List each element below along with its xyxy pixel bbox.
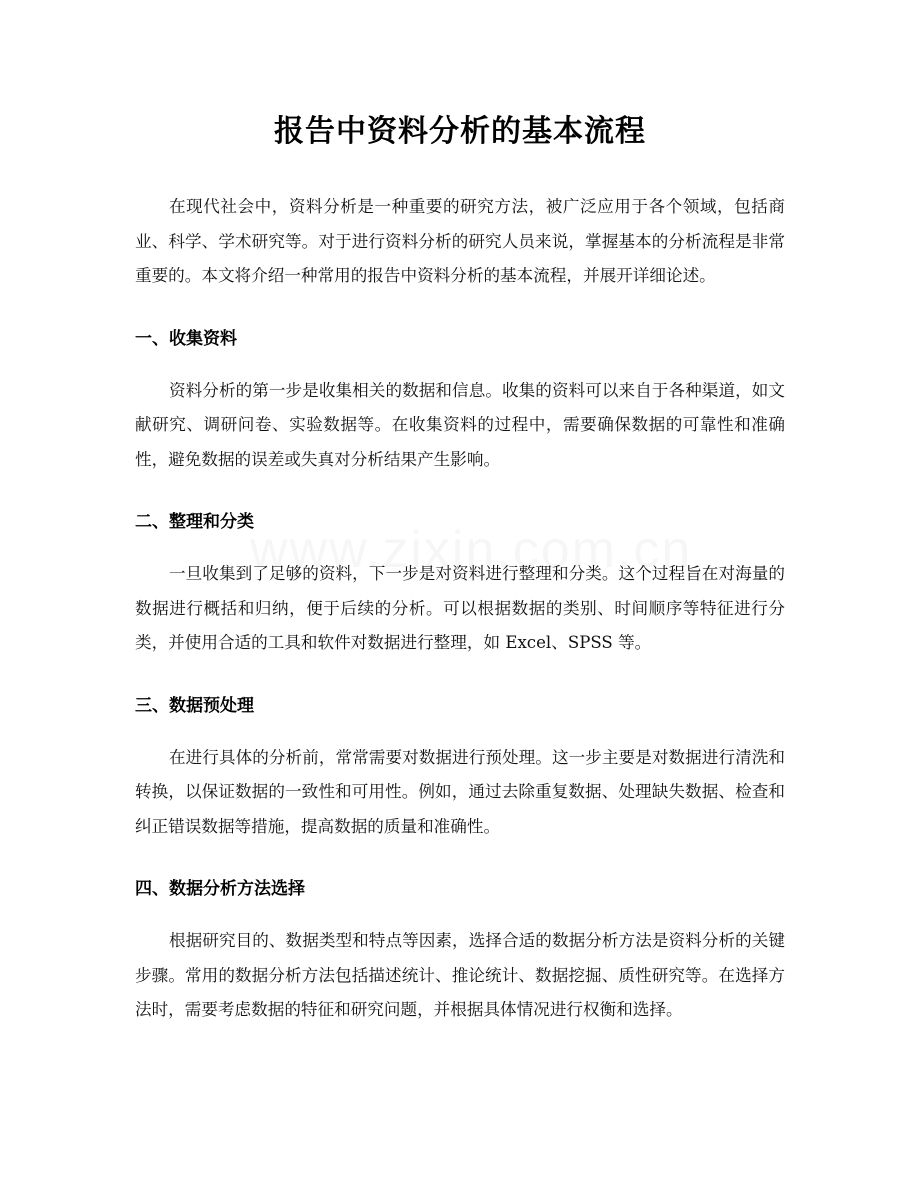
section-heading-method: 四、数据分析方法选择: [135, 879, 305, 899]
section-body-collect: 资料分析的第一步是收集相关的数据和信息。收集的资料可以来自于各种渠道，如文献研究、调研问卷、实验数据等。在收集资料的过程中，需要确保数据的可靠性和准确性，避免数据的误差或失真对分析结果产生影响。: [135, 380, 785, 469]
document-title: 报告中资料分析的基本流程: [274, 114, 646, 149]
section-body-method: 根据研究目的、数据类型和特点等因素，选择合适的数据分析方法是资料分析的关键步骤。常用的数据分析方法包括描述统计、推论统计、数据挖掘、质性研究等。在选择方法时，需要考虑数据的特征和研究问题，并根据具体情况进行权衡和选择。: [135, 931, 785, 1019]
section-body-organize: 一旦收集到了足够的资料，下一步是对资料进行整理和分类。这个过程旨在对海量的数据进行概括和归纳，便于后续的分析。可以根据数据的类别、时间顺序等特征进行分类，并使用合适的工具和软件对数据进行整理，如 Excel、SPSS 等。: [135, 564, 785, 652]
intro-paragraph: 在现代社会中，资料分析是一种重要的研究方法，被广泛应用于各个领域，包括商业、科学、学术研究等。对于进行资料分析的研究人员来说，掌握基本的分析流程是非常重要的。本文将介绍一种常用的报告中资料分析的基本流程，并展开详细论述。: [135, 197, 785, 285]
section-body-preprocess: 在进行具体的分析前，常常需要对数据进行预处理。这一步主要是对数据进行清洗和转换，以保证数据的一致性和可用性。例如，通过去除重复数据、处理缺失数据、检查和纠正错误数据等措施，提高数据的质量和准确性。: [135, 747, 785, 836]
section-heading-preprocess: 三、数据预处理: [135, 695, 254, 716]
section-heading-organize: 二、整理和分类: [135, 512, 254, 532]
section-heading-collect: 一、收集资料: [135, 328, 237, 349]
